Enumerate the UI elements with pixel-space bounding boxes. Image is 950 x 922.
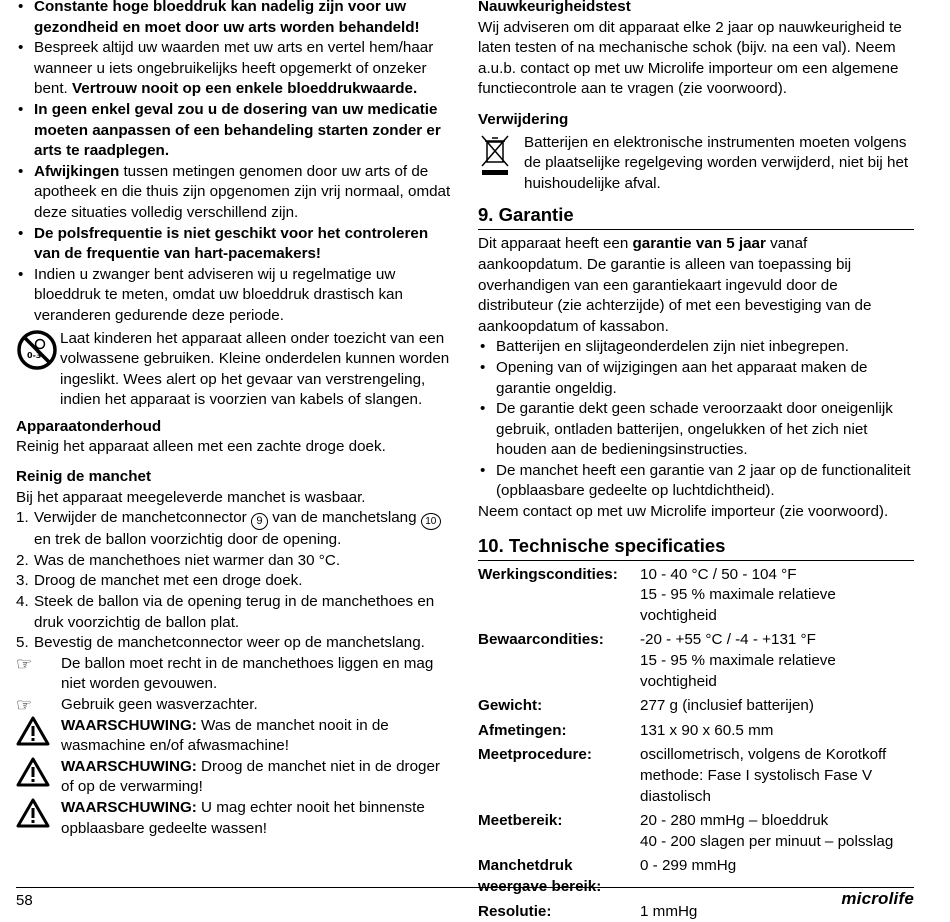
spec-value: 0 - 299 mmHg [640, 857, 737, 875]
tube-number-badge: 10 [421, 513, 441, 530]
age-range-label: 0-3 [27, 350, 42, 360]
spec-label: Gewicht: [478, 697, 543, 715]
pointing-hand-icon: ☞ [16, 695, 33, 715]
maintenance-text: Reinig het apparaat alleen met een zachte droge doek. [16, 438, 386, 456]
spec-value: -20 - +55 °C / -4 - +131 °F 15 - 95 % maximale relatieve vochtigheid [640, 631, 836, 690]
specs-heading: 10. Technische specificaties [478, 535, 914, 561]
page-number: 58 [16, 892, 33, 909]
warranty-contact: Neem contact op met uw Microlife importeur (zie voorwoord). [478, 503, 889, 521]
warning-triangle-icon [16, 716, 61, 753]
note: ☞ De ballon moet recht in de manchethoes liggen en mag niet worden gevouwen. [16, 653, 434, 693]
list-item: • Bespreek altijd uw waarden met uw arts en vertel hem/haar wanneer u iets ongebruikelijks heeft opgemerkt of onzeker bent. Vertrouw nooit op een enkele bloeddrukwaarde. [16, 38, 452, 100]
list-item: • De garantie dekt geen schade veroorzaakt door oneigenlijk gebruik, ontladen batterijen, ongelukken of het zich niet houden aan de bedieningsinstructies. [478, 399, 914, 461]
caution-list [16, 0, 452, 327]
pointing-hand-icon: ☞ [16, 653, 33, 674]
spec-value: 131 x 90 x 60.5 mm [640, 721, 774, 739]
step-item: 1. Verwijder de manchetconnector 9 van de manchetslang 10 en trek de ballon voorzichtig door de opening. [16, 508, 452, 551]
step-item: 4. Steek de ballon via de opening terug in de manchethoes en druk voorzichtig de ballon plat. [16, 593, 435, 631]
list-item: • Constante hoge bloeddruk kan nadelig zijn voor uw gezondheid en moet door uw arts worden behandeld! [16, 0, 452, 38]
spec-value: 20 - 280 mmHg – bloeddruk 40 - 200 slagen per minuut – polsslag [640, 812, 894, 850]
spec-label: Meetprocedure: [478, 746, 592, 764]
warning-item: WAARSCHUWING: Was de manchet nooit in de wasmachine en/of afwasmachine! [16, 716, 452, 757]
list-item: • Afwijkingen tussen metingen genomen door uw arts of de apotheek en die thuis zijn opgenomen zijn vrij normaal, omdat deze situaties volledig verschillend zijn. [16, 162, 452, 224]
list-item: • De polsfrequentie is niet geschikt voor het controleren van de frequentie van hart-pacemakers! [16, 224, 452, 265]
spec-row [478, 807, 914, 852]
spec-row [478, 692, 914, 717]
spec-label: Resolutie: [478, 902, 552, 920]
warranty-text: Dit apparaat heeft een garantie van 5 jaar vanaf aankoopdatum. De garantie is alleen van toepassing bij overhandigen van een garantiekaart ingevuld door de distributeur (zie achterzijde) of met een bevestiging van de aankoopdatum of kassabon. [478, 235, 872, 335]
warning-item: WAARSCHUWING: Droog de manchet niet in de droger of op de verwarming! [16, 757, 452, 798]
spec-label: Bewaarcondities: [478, 631, 604, 649]
spec-row [478, 626, 914, 692]
spec-value: 1 mmHg [640, 902, 698, 920]
spec-row [478, 565, 914, 627]
spec-label: Werkingscondities: [478, 565, 618, 583]
accuracy-text: Wij adviseren om dit apparaat elke 2 jaar op nauwkeurigheid te laten testen of na mechanische schok (bijv. na een val). Neem a.u.b. contact op met uw Microlife importeur om een algemene functiecontrole aan te vragen (zie voorwoord). [478, 18, 902, 98]
spec-value: oscillometrisch, volgens de Korotkoff methode: Fase I systolisch Fase V diastolisch [640, 746, 887, 805]
warranty-heading: 9. Garantie [478, 204, 914, 230]
child-warning-text: Laat kinderen het apparaat alleen onder toezicht van een volwassene gebruiken. Kleine onderdelen kunnen worden ingeslikt. Wees alert op het gevaar van verstrengeling, indien het apparaat is voorzien van kabels of slangen. [60, 329, 450, 409]
list-item: • Indien u zwanger bent adviseren wij u regelmatige uw bloeddruk te meten, omdat uw bloeddruk drastisch kan veranderen gedurende deze periode. [16, 265, 452, 327]
warranty-list [478, 337, 914, 502]
warning-triangle-icon [16, 757, 61, 794]
spec-value: 10 - 40 °C / 50 - 104 °F 15 - 95 % maximale relatieve vochtigheid [640, 565, 836, 624]
left-column [16, 0, 452, 839]
spec-label: Afmetingen: [478, 721, 567, 739]
cuff-intro: Bij het apparaat meegeleverde manchet is wasbaar. [16, 488, 366, 506]
maintenance-heading: Apparaatonderhoud [16, 417, 162, 435]
specs-table [478, 565, 914, 922]
warning-triangle-icon [16, 798, 61, 835]
list-item: • De manchet heeft een garantie van 2 jaar op de functionaliteit (opblaasbare gedeelte op luchtdichtheid). [478, 461, 914, 502]
disposal-block [478, 133, 914, 195]
note: ☞ Gebruik geen wasverzachter. [16, 695, 258, 715]
child-warning [16, 329, 452, 411]
spec-row [478, 717, 914, 742]
list-item: • Batterijen en slijtageonderdelen zijn niet inbegrepen. [478, 337, 914, 358]
step-item: 3. Droog de manchet met een droge doek. [16, 572, 303, 590]
spec-row [478, 741, 914, 807]
list-item: • Opening van of wijzigingen aan het apparaat maken de garantie ongeldig. [478, 358, 914, 399]
spec-value: 277 g (inclusief batterijen) [640, 697, 814, 715]
spec-label: Manchetdruk weergave bereik: [478, 857, 602, 895]
cuff-heading: Reinig de manchet [16, 468, 152, 486]
brand-logo: microlife [841, 889, 914, 908]
no-children-icon [16, 329, 62, 378]
warning-item: WAARSCHUWING: U mag echter nooit het binnenste opblaasbare gedeelte wassen! [16, 798, 452, 839]
connector-number-badge: 9 [251, 513, 268, 530]
step-item: 5. Bevestig de manchetconnector weer op de manchetslang. [16, 634, 425, 652]
right-column [478, 0, 914, 922]
list-item: • In geen enkel geval zou u de dosering van uw medicatie moeten aanpassen of een behandeling starten zonder er arts te raadplegen. [16, 100, 452, 162]
accuracy-heading: Nauwkeurigheidstest [478, 0, 631, 15]
spec-label: Meetbereik: [478, 812, 563, 830]
disposal-heading: Verwijdering [478, 110, 569, 128]
disposal-text: Batterijen en elektronische instrumenten moeten volgens de plaatselijke regelgeving worden verwijderd, niet bij het huishoudelijke afval. [524, 133, 909, 192]
crossed-bin-icon [478, 133, 524, 184]
step-item: 2. Was de manchethoes niet warmer dan 30 °C. [16, 551, 341, 569]
cuff-steps [16, 508, 452, 654]
footer-divider [16, 887, 914, 888]
